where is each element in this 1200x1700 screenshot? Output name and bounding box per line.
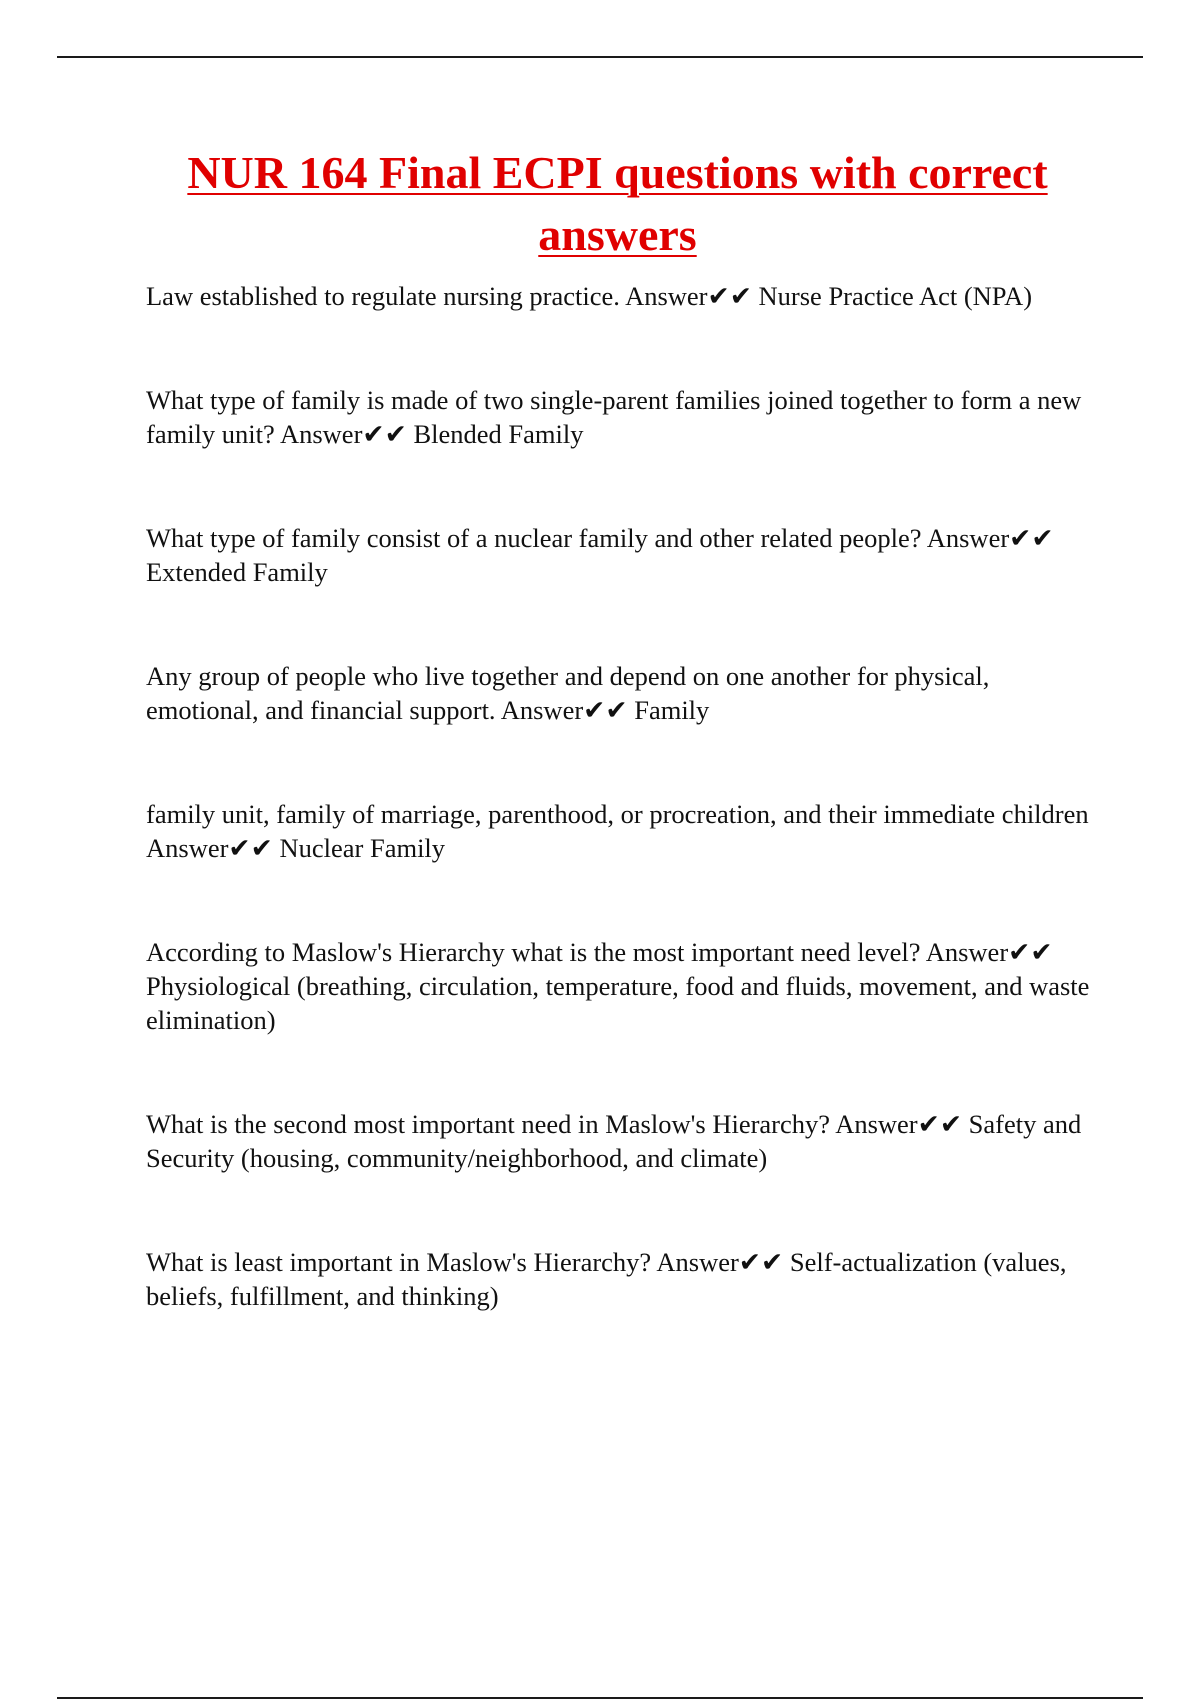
qa-item <box>146 279 1096 313</box>
question-text: family unit, family of marriage, parenthood, or procreation, and their immediate children <box>146 799 1089 829</box>
answer-text: Blended Family <box>413 419 584 449</box>
qa-item <box>146 659 1096 727</box>
question-text: What type of family is made of two single-parent families joined together to form a new family unit? <box>146 385 1082 449</box>
answer-text: Safety and Security (housing, community/neighborhood, and climate) <box>146 1109 1082 1173</box>
question-text: Any group of people who live together and depend on one another for physical, emotional, and financial support. <box>146 661 990 725</box>
answer-marker: Answer✔✔ <box>835 1109 963 1139</box>
qa-item <box>146 1107 1096 1175</box>
answer-marker: Answer✔✔ <box>279 419 407 449</box>
answer-marker: Answer✔✔ <box>146 833 273 863</box>
answer-text: Physiological (breathing, circulation, temperature, food and fluids, movement, and waste elimination) <box>146 971 1090 1035</box>
answer-text: Nuclear Family <box>279 833 446 863</box>
answer-marker: Answer✔✔ <box>925 937 1053 967</box>
answer-text: Family <box>634 695 710 725</box>
answer-marker: Answer✔✔ <box>625 281 752 311</box>
bottom-rule <box>57 1697 1143 1699</box>
answer-text: Self-actualization (values, beliefs, fulfillment, and thinking) <box>146 1247 1067 1311</box>
document-title: NUR 164 Final ECPI questions with correct answers <box>187 147 1048 260</box>
qa-item <box>146 521 1096 589</box>
top-rule <box>57 56 1143 58</box>
qa-item <box>146 797 1096 865</box>
question-text: What is the second most important need in Maslow's Hierarchy? <box>146 1109 831 1139</box>
question-text: According to Maslow's Hierarchy what is the most important need level? <box>146 937 921 967</box>
answer-marker: Answer✔✔ <box>656 1247 784 1277</box>
question-text: Law established to regulate nursing practice. <box>146 281 620 311</box>
answer-text: Nurse Practice Act (NPA) <box>758 281 1033 311</box>
qa-item <box>146 935 1096 1037</box>
question-text: What is least important in Maslow's Hierarchy? <box>146 1247 652 1277</box>
qa-list <box>146 279 1096 1383</box>
qa-item <box>146 1245 1096 1313</box>
qa-item <box>146 383 1096 451</box>
answer-marker: Answer✔✔ <box>926 523 1054 553</box>
answer-text: Extended Family <box>146 557 328 587</box>
question-text: What type of family consist of a nuclear family and other related people? <box>146 523 922 553</box>
answer-marker: Answer✔✔ <box>500 695 628 725</box>
